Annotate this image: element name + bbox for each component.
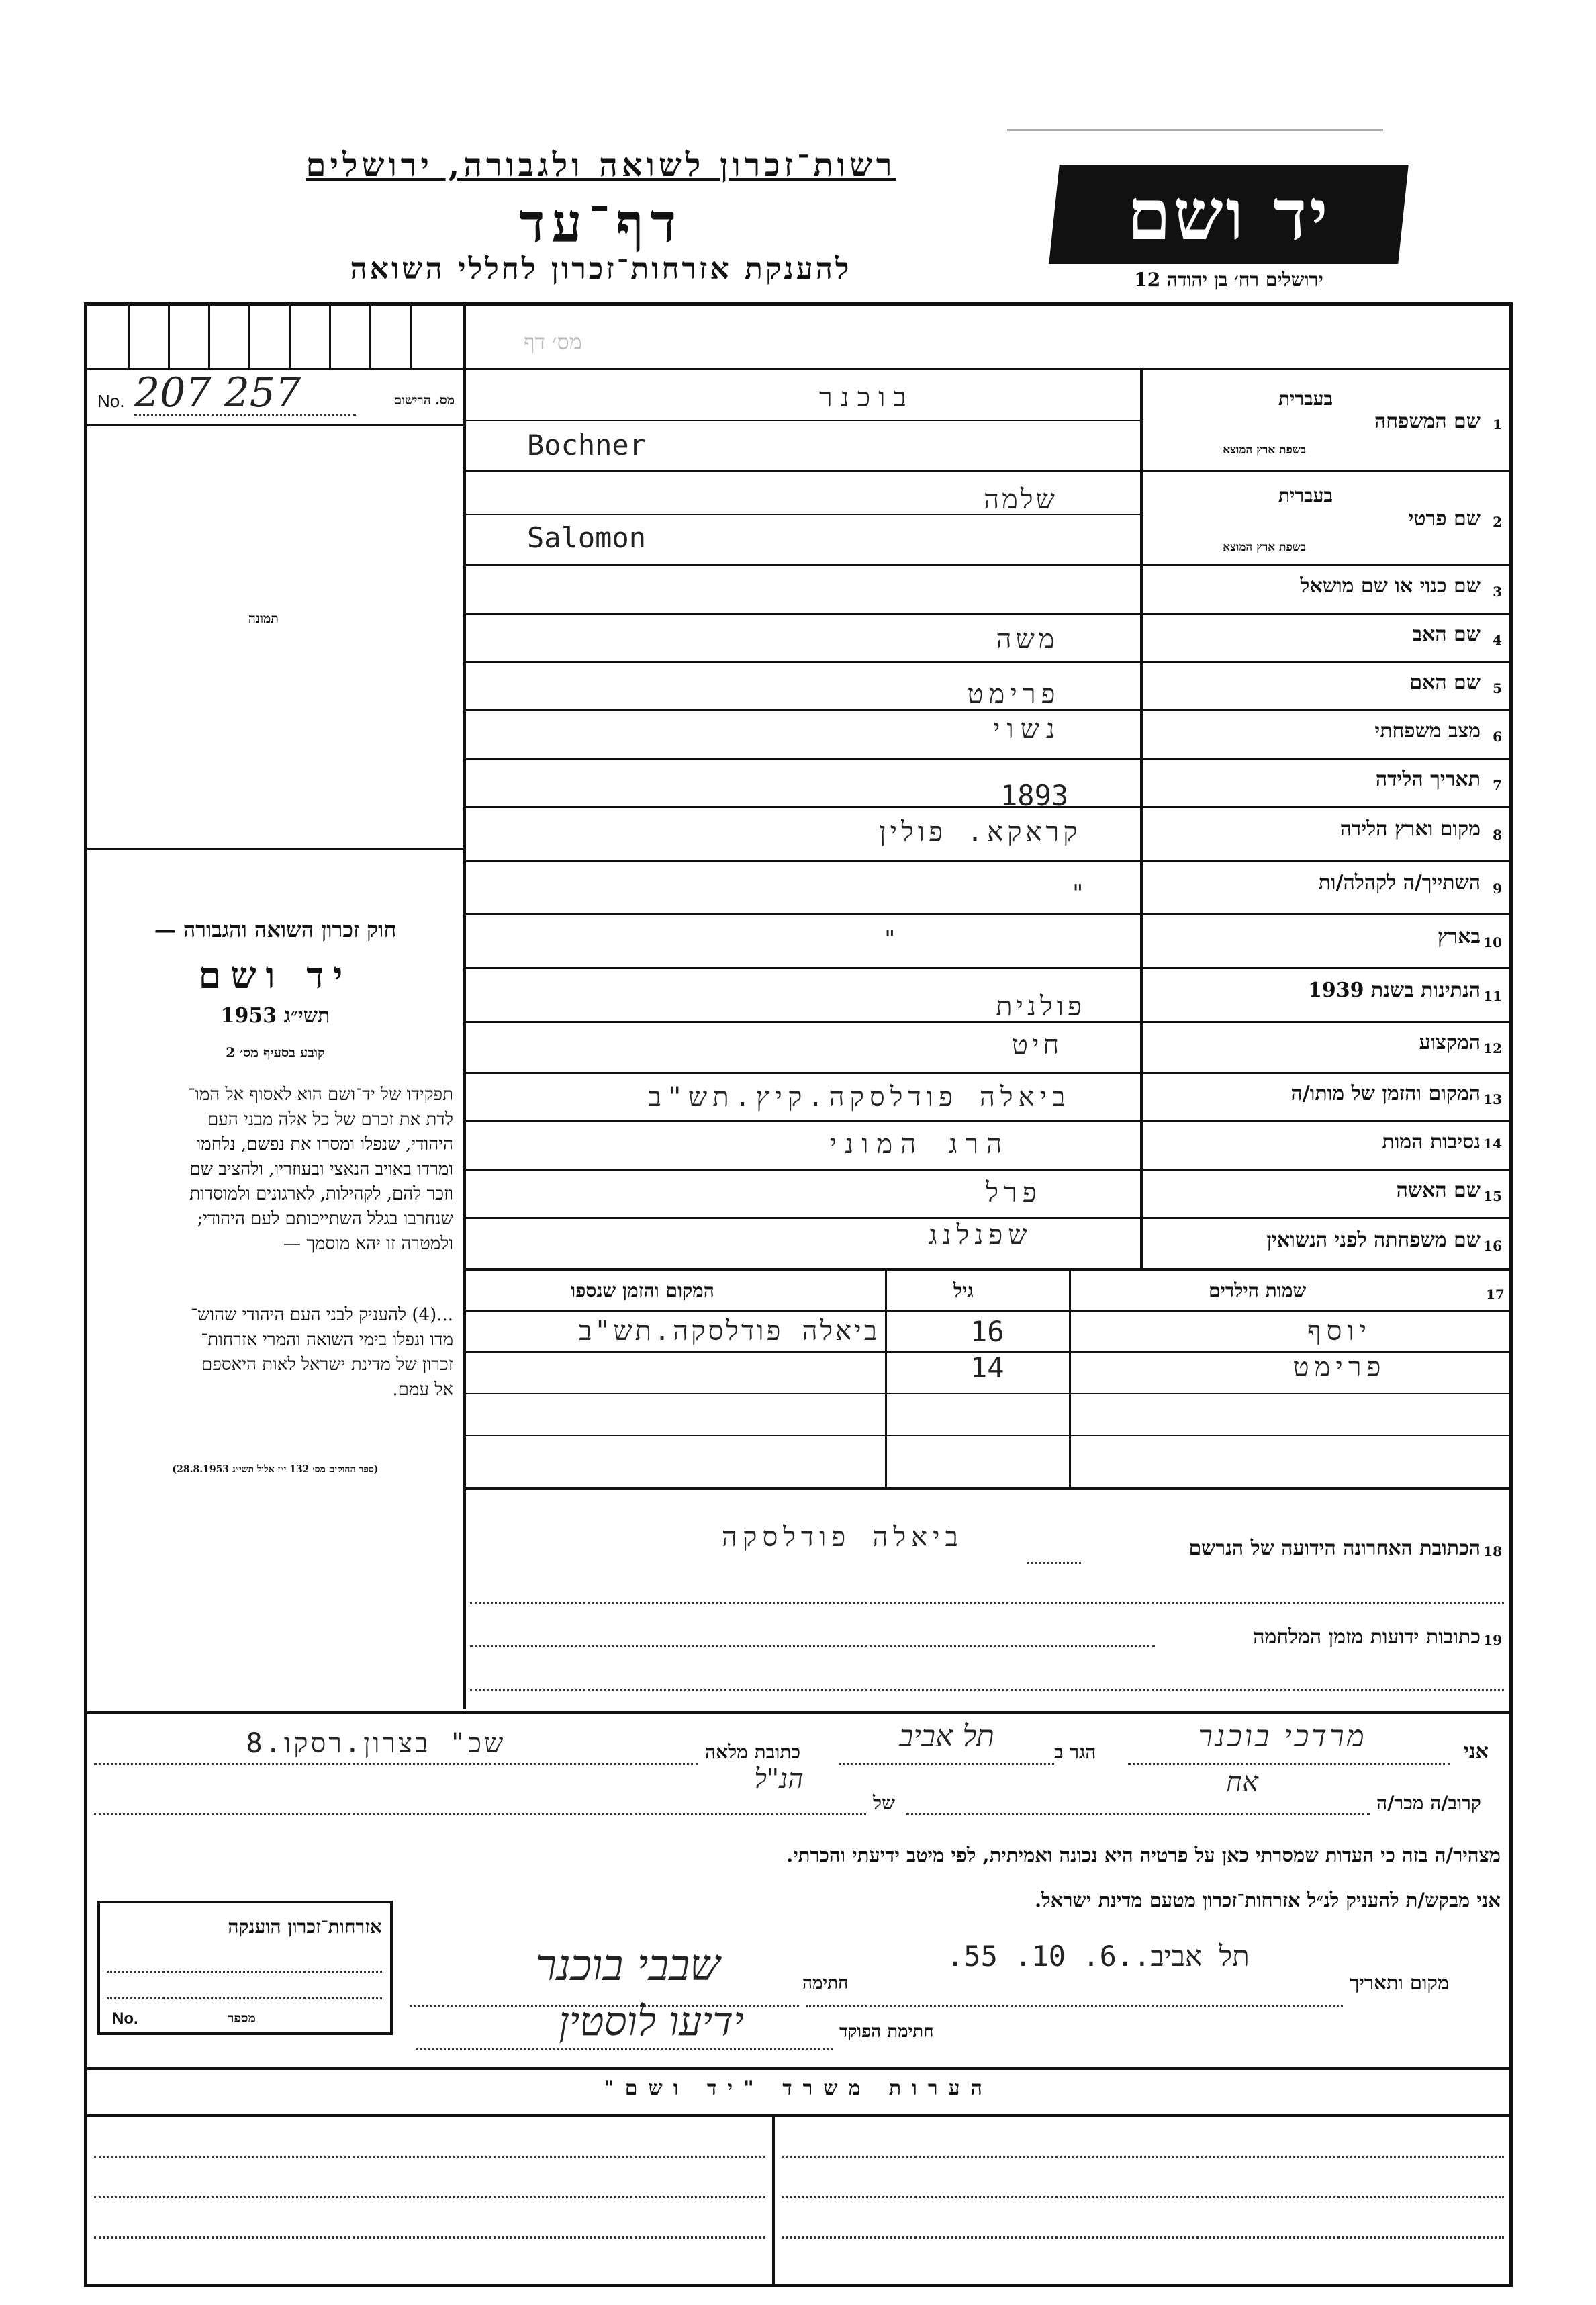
grant-box	[97, 1901, 393, 2035]
registry-number: 207 257	[134, 369, 301, 416]
registry-label: מס. הרישום	[393, 393, 455, 408]
field-label: המקום והזמן של מותו/ה	[1290, 1082, 1481, 1105]
law-clause: ...(4) להעניק לבני העם היהודי שהוש־ מדו ונפלו בימי השואה והמרי אזרחות־ זכרון של מדינת ישראל לאות היאספם אל עמם.	[191, 1305, 453, 1400]
office-notes-title: הערות משרד "יד ושם"	[604, 2077, 993, 2100]
field-label: מצב משפחתי	[1374, 719, 1481, 743]
field-number: 16	[1483, 1238, 1502, 1254]
field-marital-status	[1145, 711, 1507, 758]
field-community	[1145, 862, 1507, 913]
field-label: שם האב	[1412, 623, 1481, 646]
field-profession	[1145, 1023, 1507, 1072]
field-number: 12	[1483, 1040, 1502, 1056]
child-2-age: 14	[970, 1351, 1004, 1384]
mother-name-value: פרימט	[967, 679, 1061, 710]
field-birth-place	[1145, 808, 1507, 860]
field-number: 5	[1493, 680, 1502, 696]
form-subtitle: להענקת אזרחות־זכרון לחללי השואה	[350, 252, 852, 286]
child-2-name: פרימט	[1293, 1352, 1387, 1383]
field-last-address	[470, 1511, 1507, 1572]
officer-signature-label: חתימת הפוקד	[839, 2022, 934, 2042]
law-name: יד ושם	[198, 954, 353, 997]
marital-status-value: נשוי	[992, 714, 1062, 745]
declarant-relation: אח	[1226, 1767, 1258, 1798]
field-nationality	[1145, 969, 1507, 1021]
field-birth-date	[1145, 760, 1507, 806]
grant-box-number-label: מספר	[228, 2011, 256, 2026]
of-label: של	[873, 1792, 895, 1814]
field-label: שם משפחתה לפני הנשואין	[1266, 1228, 1481, 1252]
field-label: בארץ	[1437, 925, 1481, 948]
declarant-city: תל אביב	[899, 1719, 994, 1754]
full-address-label: כתובת מלאה	[705, 1741, 801, 1763]
child-1-place: ביאלה פודלסקה.תש"ב	[578, 1316, 880, 1347]
form-title: דף־עד	[518, 191, 684, 255]
family-name-latin: Bochner	[527, 428, 647, 461]
wife-maiden-name-value: שפנלנג	[928, 1220, 1033, 1251]
field-label: שם כנוי או שם מושאל	[1300, 574, 1481, 598]
grant-box-title: אזרחות־זכרון הוענקה	[228, 1915, 382, 1938]
law-year: תשי״ג 1953	[220, 1004, 330, 1028]
field-country	[1145, 915, 1507, 967]
field-number: 15	[1483, 1188, 1502, 1204]
field-label: שם האשה	[1396, 1179, 1481, 1202]
death-place-value: ביאלה פודלסקה.קיץ.תש"ב	[648, 1082, 1071, 1113]
request-text: אני מבקש/ת להעניק לנ״ל אזרחות־זכרון מטעם מדינת ישראל.	[1035, 1889, 1501, 1911]
community-value: "	[1071, 880, 1085, 907]
field-number: 7	[1493, 777, 1502, 793]
logo-text: יד ושם	[1127, 173, 1331, 256]
col-age: גיל	[953, 1279, 974, 1302]
foreign-tag: בשפת ארץ המוצא	[1223, 541, 1306, 554]
field-label: שם המשפחה	[1374, 410, 1481, 433]
field-label: הנתינות בשנת 1939	[1307, 979, 1481, 1002]
relative-label: קרוב/ה מכר/ה	[1376, 1792, 1481, 1814]
field-number: 13	[1483, 1091, 1502, 1108]
place-date-label: מקום ותאריך	[1350, 1971, 1450, 1994]
registry-number-row	[94, 369, 460, 416]
field-number: 9	[1493, 880, 1502, 897]
field-number: 19	[1483, 1632, 1502, 1648]
field-label: נסיבות המות	[1382, 1130, 1481, 1154]
law-section: קובע בסעיף מס׳ 2	[226, 1044, 325, 1060]
field-war-addresses	[470, 1619, 1507, 1659]
registry-no-label: No.	[97, 391, 125, 411]
child-1-name: יוסף	[1307, 1316, 1372, 1347]
field-label: השתייך/ה לקהלה/ות	[1318, 871, 1481, 895]
field-number: 6	[1493, 729, 1502, 745]
field-label: שם פרטי	[1408, 507, 1481, 531]
officer-signature: ידיעו לוסטין	[559, 1998, 744, 2045]
col-place-time: המקום והזמן שנספו	[571, 1279, 714, 1302]
nationality-value: פולנית	[996, 991, 1086, 1022]
field-number: 11	[1483, 988, 1502, 1004]
field-label: המקצוע	[1419, 1031, 1481, 1054]
birth-place-value: קראקא. פולין	[879, 817, 1082, 848]
field-number: 14	[1483, 1136, 1502, 1152]
of-value: הנ"ל	[754, 1764, 804, 1795]
family-name-hebrew: בוכנר	[819, 382, 914, 413]
wife-name-value: פרל	[986, 1177, 1042, 1208]
place-date-value: תל אביב..6. 10. 55.	[947, 1940, 1250, 1973]
ani-label: אני	[1464, 1739, 1489, 1763]
field-label: שם האם	[1409, 671, 1481, 694]
field-given-name	[1145, 472, 1507, 564]
grant-box-no: No.	[112, 2009, 138, 2028]
field-death-circumstances	[1145, 1122, 1507, 1169]
field-number: 18	[1483, 1543, 1502, 1560]
given-name-latin: Salomon	[527, 521, 647, 554]
law-heading: חוק זכרון השואה והגבורה —	[154, 917, 397, 942]
foreign-tag: בשפת ארץ המוצא	[1223, 443, 1306, 457]
hebrew-tag: בעברית	[1278, 484, 1333, 506]
death-circumstances-value: הרג המוני	[829, 1129, 1011, 1160]
sheet-number-stamp: מס׳ דף	[524, 329, 582, 355]
field-wife-name	[1145, 1171, 1507, 1217]
field-mother-name	[1145, 663, 1507, 709]
child-1-age: 16	[970, 1315, 1004, 1348]
field-number: 1	[1493, 416, 1502, 433]
field-label: מקום וארץ הלידה	[1340, 817, 1481, 841]
profession-value: חיט	[1011, 1030, 1064, 1060]
photo-label: תמונה	[248, 611, 279, 626]
country-value: "	[883, 925, 897, 952]
signature-label: חתימה	[802, 1973, 849, 1993]
last-address-value: ביאלה פודלסקה	[722, 1522, 964, 1553]
col-children-names: שמות הילדים	[1209, 1279, 1307, 1302]
logo-address: ירושלים רח׳ בן יהודה 12	[1134, 269, 1323, 291]
father-name-value: משה	[996, 624, 1059, 655]
authority-title: רשות־זכרון לשואה ולגבורה, ירושלים	[306, 146, 896, 184]
field-nickname	[1145, 566, 1507, 613]
birth-date-value: 1893	[1000, 779, 1069, 812]
field-death-place-time	[1145, 1074, 1507, 1120]
resides-label: הגר ב	[1054, 1741, 1096, 1763]
given-name-hebrew: שלמה	[984, 484, 1058, 515]
field-label: כתובות ידועות מזמן המלחמה	[1253, 1625, 1481, 1649]
field-label: הכתובת האחרונה הידועה של הנרשם	[1188, 1537, 1481, 1560]
law-citation: (ספר החוקים מס׳ 132 י״ז אלול תשי״ג 28.8.1953)	[172, 1464, 379, 1475]
field-father-name	[1145, 615, 1507, 661]
law-paragraph: תפקידו של יד־ושם הוא לאסוף אל המו־ לדת את זכרם של כל אלה מבני העם היהודי, שנפלו ומסרו את נפשם, נלחמו ומרדו באויב הנאצי ובעוזריו, ולהציב שם וזכר להם, לקהילות, לארגונים ולמוסדות שנחרבו בגלל השתייכותם לעם היהודי; ולמטרה זו יהא מוסמך —	[188, 1085, 453, 1254]
field-number: 3	[1493, 584, 1502, 600]
top-rule	[1007, 129, 1383, 131]
field-wife-maiden-name	[1145, 1219, 1507, 1268]
field-family-name	[1145, 373, 1507, 470]
field-label: תאריך הלידה	[1375, 768, 1481, 791]
field-number: 8	[1493, 827, 1502, 843]
field-number: 2	[1493, 514, 1502, 530]
field-number: 10	[1483, 934, 1502, 950]
declarant-full-address: שכ" בצרון.רסקו.8	[246, 1728, 506, 1759]
children-section-number: 17	[1486, 1286, 1505, 1302]
yad-vashem-logo	[1049, 165, 1409, 264]
declarant-name: מרדכי בוכנר	[1198, 1719, 1367, 1754]
hebrew-tag: בעברית	[1278, 388, 1333, 410]
signature: שבבי בוכנר	[535, 1941, 720, 1991]
declaration-text: מצהיר/ה בזה כי העדות שמסרתי כאן על פרטיה היא נכונה ואמיתית, לפי מיטב ידיעתי והכרתי.	[786, 1844, 1501, 1866]
field-number: 4	[1493, 632, 1502, 648]
